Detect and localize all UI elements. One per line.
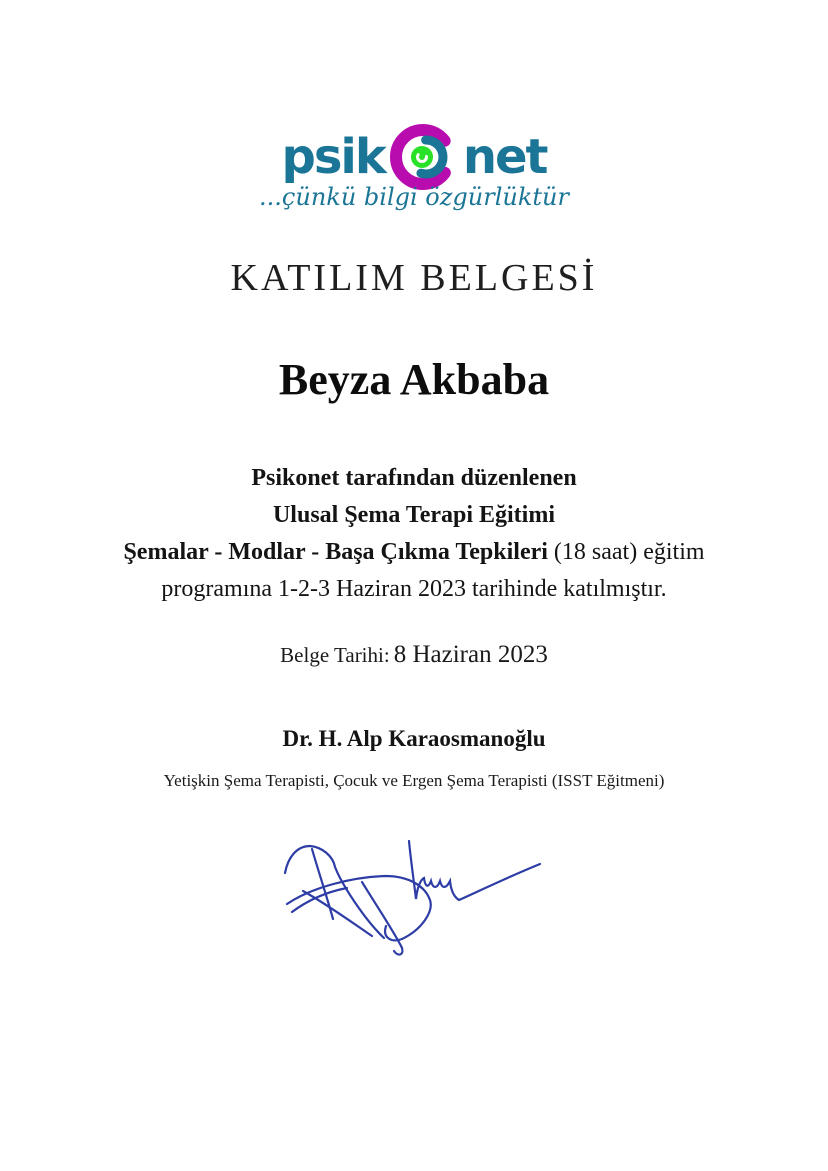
recipient-name: Beyza Akbaba: [278, 355, 550, 404]
logo-text-suffix: net: [462, 129, 547, 185]
date-value: 8 Haziran 2023: [393, 641, 548, 668]
signer-name: Dr. H. Alp Karaosmanoğlu: [282, 726, 546, 751]
body-line-3-bold: Şemalar - Modlar - Başa Çıkma Tepkileri: [123, 539, 548, 565]
date-label: Belge Tarihi:: [280, 643, 390, 667]
body-line-2: Ulusal Şema Terapi Eğitimi: [272, 502, 556, 528]
body-line-3: [0, 534, 828, 571]
body-line-4: programına 1-2-3 Haziran 2023 tarihinde katılmıştır.: [161, 576, 667, 602]
signature-image: [250, 800, 580, 1000]
date-line: [0, 638, 828, 675]
body-paragraph: [0, 460, 828, 608]
body-line-1: Psikonet tarafından düzenlenen: [251, 465, 577, 491]
body-line-3-regular: (18 saat) eğitim: [547, 539, 705, 565]
signer-credentials: Yetişkin Şema Terapisti, Çocuk ve Ergen Şema Terapisti (ISST Eğitmeni): [163, 771, 665, 790]
logo-tagline: ...çünkü bilgi özgürlüktür: [259, 183, 569, 211]
certificate-title: KATILIM BELGESİ: [230, 257, 598, 299]
logo-text-prefix: psik: [281, 129, 385, 185]
